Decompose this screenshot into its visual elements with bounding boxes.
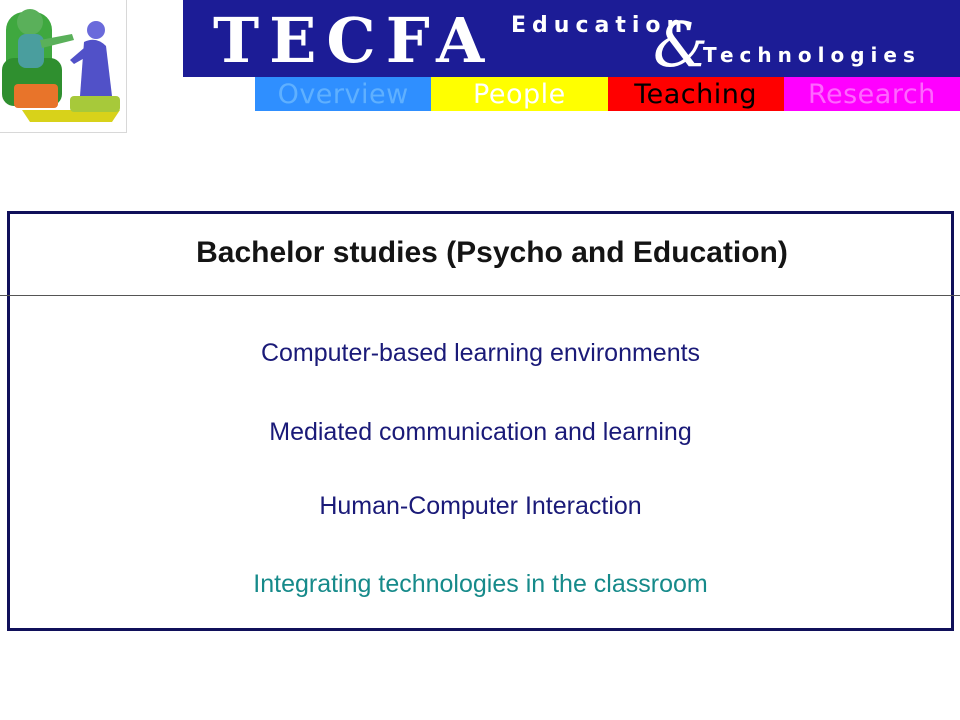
tecfa-wordmark <box>183 0 960 77</box>
mascot-logo <box>0 0 127 133</box>
tecfa-banner <box>183 0 960 77</box>
brand-name: TECFA <box>213 4 495 77</box>
nav-tab-people[interactable]: People <box>431 77 607 111</box>
brand-tagline-top: Education <box>511 13 689 38</box>
brand-tagline-bottom: Technologies <box>703 43 921 67</box>
nav-tab-teaching[interactable]: Teaching <box>608 77 784 111</box>
page-title: Bachelor studies (Psycho and Education) <box>196 236 788 269</box>
course-item: Mediated communication and learning <box>269 418 692 446</box>
course-item: Human-Computer Interaction <box>319 492 642 520</box>
title-divider <box>0 295 960 296</box>
nav-tab-research[interactable]: Research <box>784 77 960 111</box>
nav-tab-overview[interactable]: Overview <box>255 77 431 111</box>
course-item: Integrating technologies in the classroom <box>253 570 708 598</box>
brand-ampersand: & <box>653 8 709 77</box>
course-item: Computer-based learning environments <box>260 339 701 367</box>
section-nav <box>255 77 960 111</box>
mascot-illustration <box>0 0 127 133</box>
